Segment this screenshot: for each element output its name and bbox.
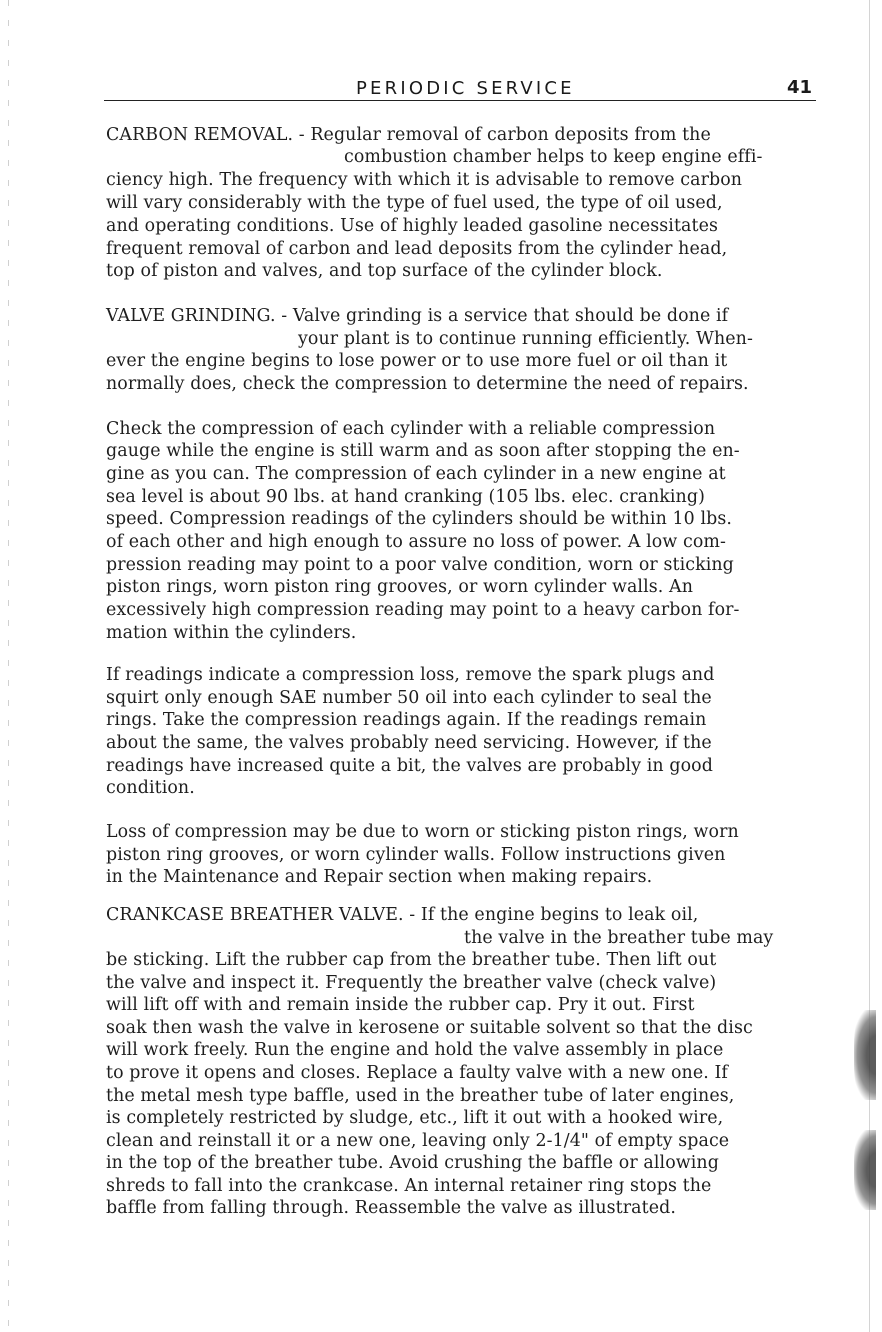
text-line: in the Maintenance and Repair section when making repairs. xyxy=(106,867,653,887)
text-line: squirt only enough SAE number 50 oil into each cylinder to seal the xyxy=(106,688,712,708)
text-line: to prove it opens and closes. Replace a faulty valve with a new one. If xyxy=(106,1063,728,1083)
text-line: CARBON REMOVAL. - Regular removal of carbon deposits from the xyxy=(106,125,711,145)
header-title: PERIODIC SERVICE xyxy=(356,78,575,99)
text-line: condition. xyxy=(106,778,195,798)
text-line: excessively high compression reading may point to a heavy carbon for- xyxy=(106,600,740,620)
text-line: ever the engine begins to lose power or to use more fuel or oil than it xyxy=(106,351,728,371)
text-line: the valve in the breather tube may xyxy=(464,928,774,948)
text-line: speed. Compression readings of the cylinders should be within 10 lbs. xyxy=(106,509,733,529)
text-line: normally does, check the compression to determine the need of repairs. xyxy=(106,374,749,394)
text-line: gine as you can. The compression of each cylinder in a new engine at xyxy=(106,464,726,484)
text-line: top of piston and valves, and top surface of the cylinder block. xyxy=(106,261,663,281)
page-number: 41 xyxy=(786,77,812,98)
text-line: sea level is about 90 lbs. at hand cranking (105 lbs. elec. cranking) xyxy=(106,487,705,507)
text-line: will work freely. Run the engine and hold the valve assembly in place xyxy=(106,1040,724,1060)
text-line: gauge while the engine is still warm and as soon after stopping the en- xyxy=(106,441,740,461)
binding-hole-mark xyxy=(854,1130,876,1210)
text-line: baffle from falling through. Reassemble the valve as illustrated. xyxy=(106,1198,676,1218)
text-line: be sticking. Lift the rubber cap from the breather tube. Then lift out xyxy=(106,950,717,970)
text-line: Loss of compression may be due to worn or sticking piston rings, worn xyxy=(106,822,739,842)
text-line: If readings indicate a compression loss, remove the spark plugs and xyxy=(106,665,715,685)
text-line: about the same, the valves probably need servicing. However, if the xyxy=(106,733,712,753)
text-line: frequent removal of carbon and lead deposits from the cylinder head, xyxy=(106,239,728,259)
text-line: soak then wash the valve in kerosene or suitable solvent so that the disc xyxy=(106,1018,753,1038)
text-line: in the top of the breather tube. Avoid crushing the baffle or allowing xyxy=(106,1153,719,1173)
binding-hole-mark xyxy=(854,1010,876,1100)
text-line: the valve and inspect it. Frequently the breather valve (check valve) xyxy=(106,973,717,993)
page-header xyxy=(104,76,816,101)
text-line: rings. Take the compression readings again. If the readings remain xyxy=(106,710,707,730)
text-line: mation within the cylinders. xyxy=(106,623,357,643)
text-line: will lift off with and remain inside the rubber cap. Pry it out. First xyxy=(106,995,695,1015)
text-line: the metal mesh type baffle, used in the breather tube of later engines, xyxy=(106,1086,735,1106)
text-line: VALVE GRINDING. - Valve grinding is a service that should be done if xyxy=(106,306,729,326)
text-line: ciency high. The frequency with which it is advisable to remove carbon xyxy=(106,170,743,190)
text-line: CRANKCASE BREATHER VALVE. - If the engine begins to leak oil, xyxy=(106,905,699,925)
text-line: your plant is to continue running efficiently. When- xyxy=(298,329,753,349)
text-line: shreds to fall into the crankcase. An internal retainer ring stops the xyxy=(106,1176,712,1196)
text-line: is completely restricted by sludge, etc., lift it out with a hooked wire, xyxy=(106,1108,724,1128)
text-line: will vary considerably with the type of fuel used, the type of oil used, xyxy=(106,193,723,213)
text-line: of each other and high enough to assure no loss of power. A low com- xyxy=(106,532,726,552)
text-line: and operating conditions. Use of highly leaded gasoline necessitates xyxy=(106,216,719,236)
text-line: clean and reinstall it or a new one, leaving only 2-1/4" of empty space xyxy=(106,1131,730,1151)
text-line: piston rings, worn piston ring grooves, or worn cylinder walls. An xyxy=(106,577,693,597)
text-line: combustion chamber helps to keep engine effi- xyxy=(344,147,763,167)
text-line: piston ring grooves, or worn cylinder walls. Follow instructions given xyxy=(106,845,726,865)
text-line: Check the compression of each cylinder with a reliable compression xyxy=(106,419,716,439)
text-line: pression reading may point to a poor valve condition, worn or sticking xyxy=(106,555,734,575)
text-line: readings have increased quite a bit, the valves are probably in good xyxy=(106,756,713,776)
scan-left-edge xyxy=(8,0,9,1332)
